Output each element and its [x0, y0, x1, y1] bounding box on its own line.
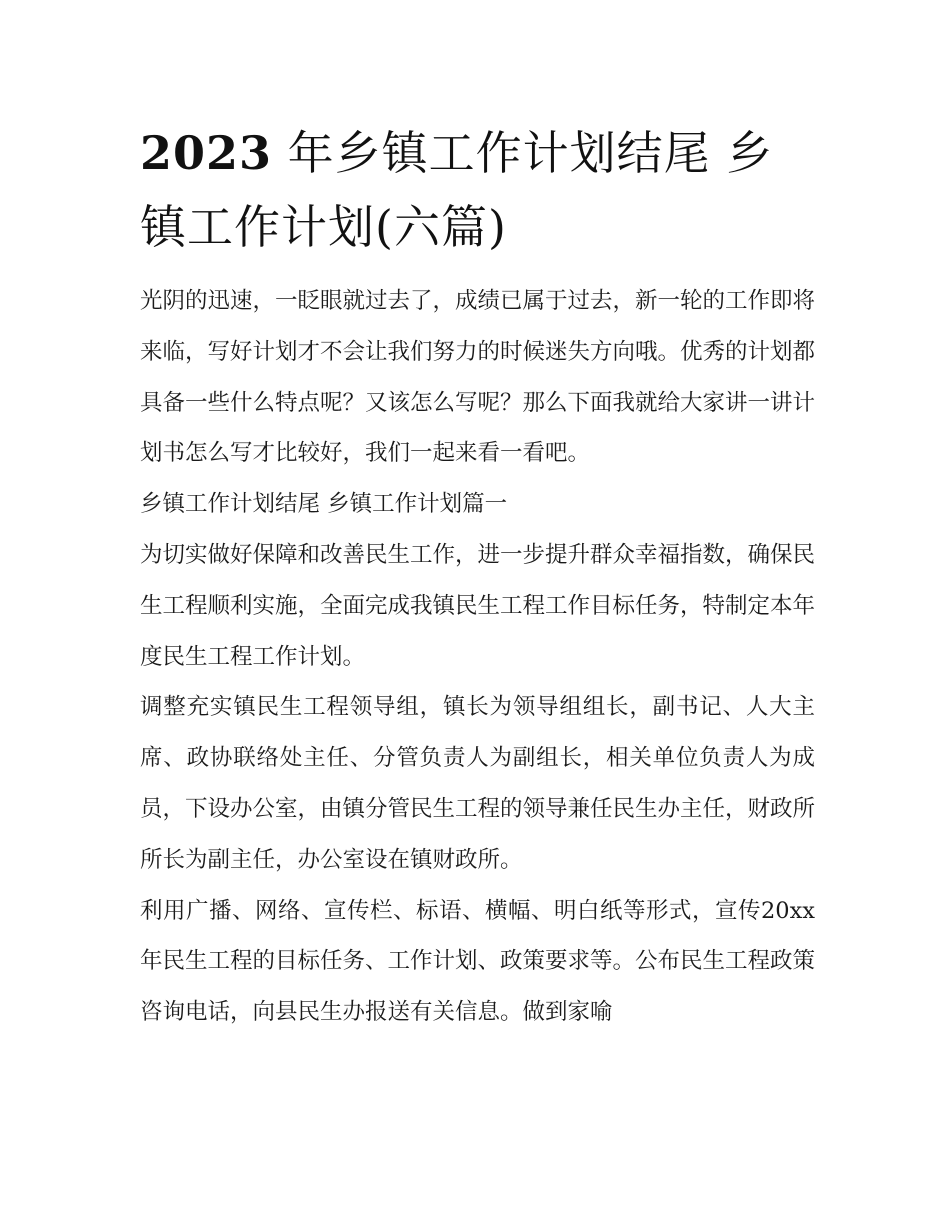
title-text: 年乡镇工作计划结尾 乡镇工作计划(六篇): [140, 126, 774, 254]
paragraph-intro: 光阴的迅速，一眨眼就过去了，成绩已属于过去，新一轮的工作即将来临，写好计划才不会让我们努力的时候迷失方向哦。优秀的计划都具备一些什么特点呢？又该怎么写呢？那么下面我就给大家讲一讲计划书怎么写才比较好，我们一起来看一看吧。: [140, 288, 816, 467]
document-title: [140, 116, 820, 264]
paragraph-purpose: 为切实做好保障和改善民生工作，进一步提升群众幸福指数，确保民生工程顺利实施，全面完成我镇民生工程工作目标任务，特制定本年度民生工程工作计划。: [140, 541, 816, 670]
paragraph-organization: 调整充实镇民生工程领导组，镇长为领导组组长，副书记、人大主席、政协联络处主任、分管负责人为副组长，相关单位负责人为成员，下设办公室，由镇分管民生工程的领导兼任民生办主任，财政所所长为副主任，办公室设在镇财政所。: [140, 694, 816, 873]
paragraph-publicity: 利用广播、网络、宣传栏、标语、横幅、明白纸等形式，宣传20xx 年民生工程的目标任务、工作计划、政策要求等。公布民生工程政策咨询电话，向县民生办报送有关信息。做到家喻: [140, 897, 816, 1026]
document-body: [140, 276, 815, 1038]
title-year: 2023: [140, 126, 273, 180]
section-heading: 乡镇工作计划结尾 乡镇工作计划篇一: [140, 491, 508, 518]
